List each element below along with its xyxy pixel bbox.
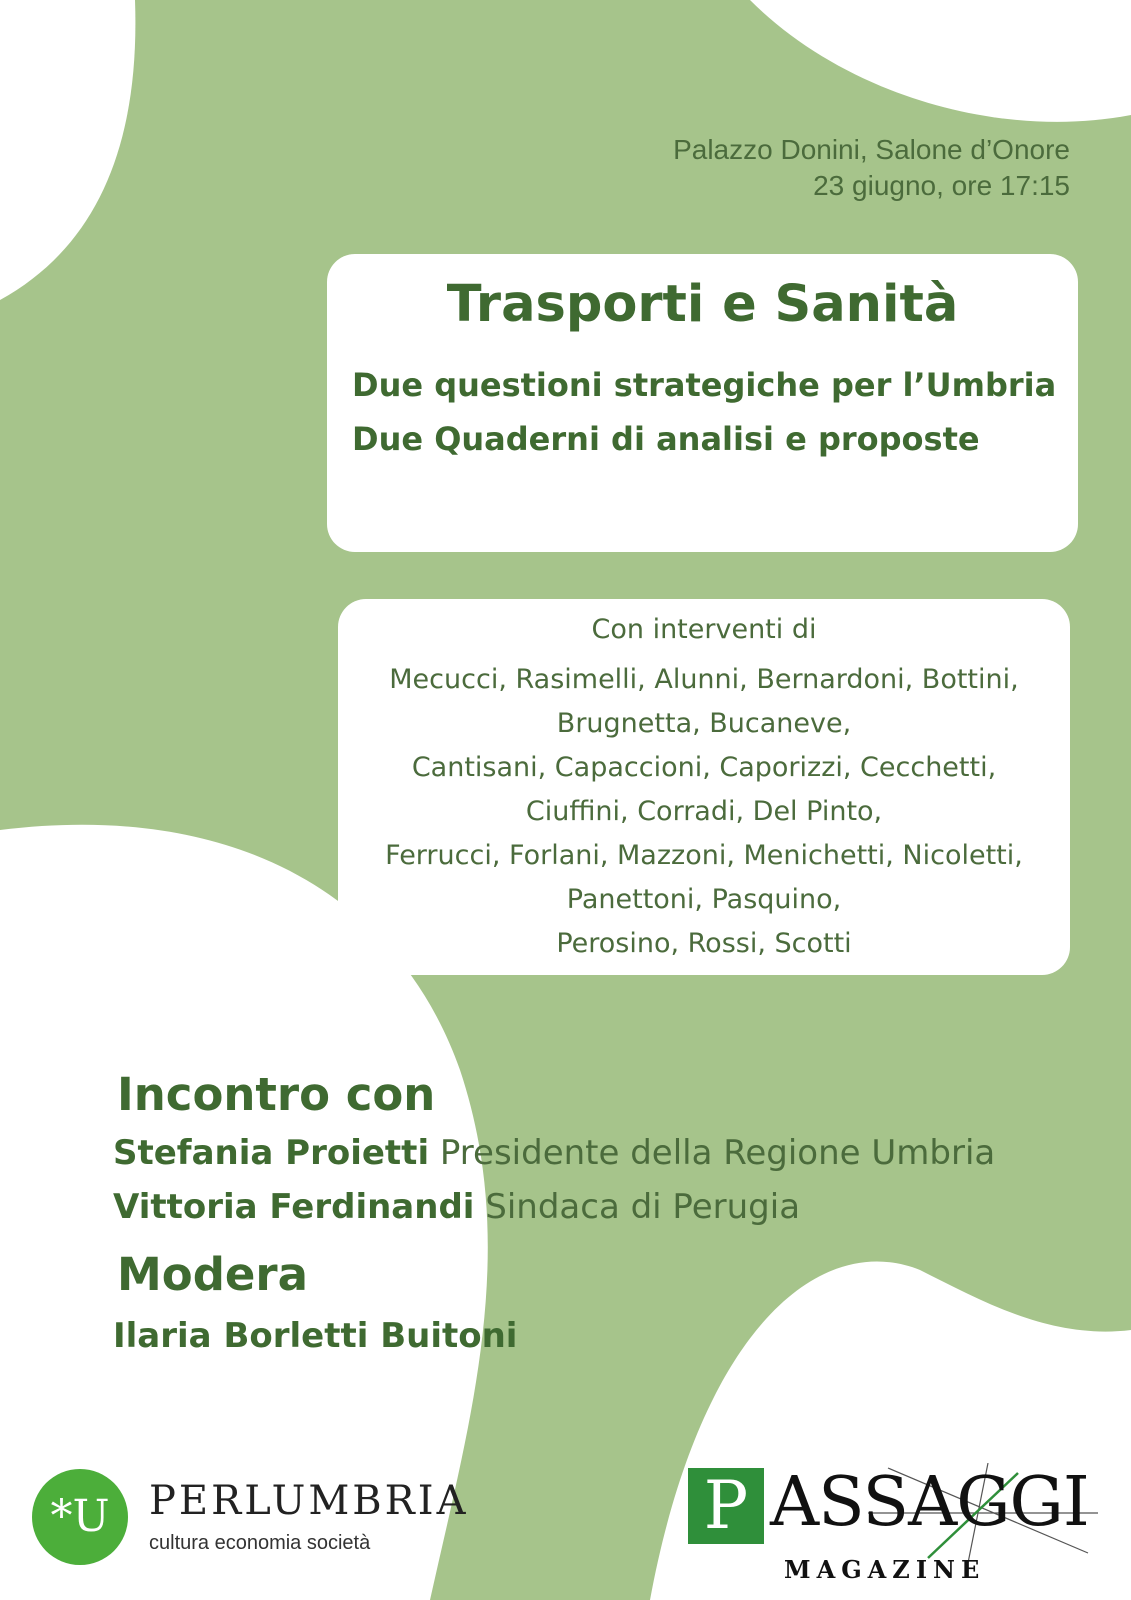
speakers-list [338, 658, 1070, 966]
meeting-heading: Incontro con [117, 1068, 436, 1121]
guest-1-name: Stefania Proietti [113, 1133, 430, 1173]
moderator-heading: Modera [117, 1248, 308, 1301]
passaggi-name: ASSAGGI [770, 1463, 1089, 1542]
perlumbria-name: PERLUMBRIA [149, 1478, 469, 1524]
guest-1 [113, 1133, 995, 1173]
speakers-heading: Con interventi di [591, 614, 817, 645]
guest-2 [113, 1187, 800, 1227]
guest-2-name: Vittoria Ferdinandi [113, 1187, 475, 1227]
speakers-line: Brugnetta, Bucaneve, [556, 708, 852, 739]
moderator-name: Ilaria Borletti Buitoni [113, 1316, 518, 1356]
title-card [327, 254, 1078, 552]
venue-location: Palazzo Donini, Salone d’Onore [673, 134, 1070, 165]
event-title: Trasporti e Sanità [446, 275, 959, 334]
guest-1-role: Presidente della Regione Umbria [439, 1133, 996, 1173]
perlumbria-tagline: cultura economia società [149, 1532, 371, 1554]
speakers-line: Panettoni, Pasquino, [566, 884, 842, 915]
speakers-line: Mecucci, Rasimelli, Alunni, Bernardoni, Bottini, [389, 664, 1019, 695]
venue-datetime: 23 giugno, ore 17:15 [813, 170, 1070, 201]
event-subtitle-2: Due Quaderni di analisi e proposte [352, 420, 980, 458]
perlumbria-logo-icon: *U [32, 1469, 128, 1565]
venue-info [673, 132, 1070, 204]
guest-2-role: Sindaca di Perugia [485, 1187, 801, 1227]
speakers-line: Cantisani, Capaccioni, Caporizzi, Cecchetti, [411, 752, 997, 783]
speakers-line: Ciuffini, Corradi, Del Pinto, [525, 796, 883, 827]
passaggi-logo [688, 1463, 1116, 1588]
speakers-line: Perosino, Rossi, Scotti [556, 928, 852, 959]
speakers-line: Ferrucci, Forlani, Mazzoni, Menichetti, Nicoletti, [385, 840, 1023, 871]
speakers-card [338, 599, 1070, 975]
passaggi-logo-icon: P [688, 1468, 764, 1544]
event-subtitle-1: Due questioni strategiche per l’Umbria [352, 366, 1057, 404]
passaggi-subtitle: MAGAZINE [784, 1555, 986, 1584]
perlumbria-logo [32, 1469, 492, 1569]
